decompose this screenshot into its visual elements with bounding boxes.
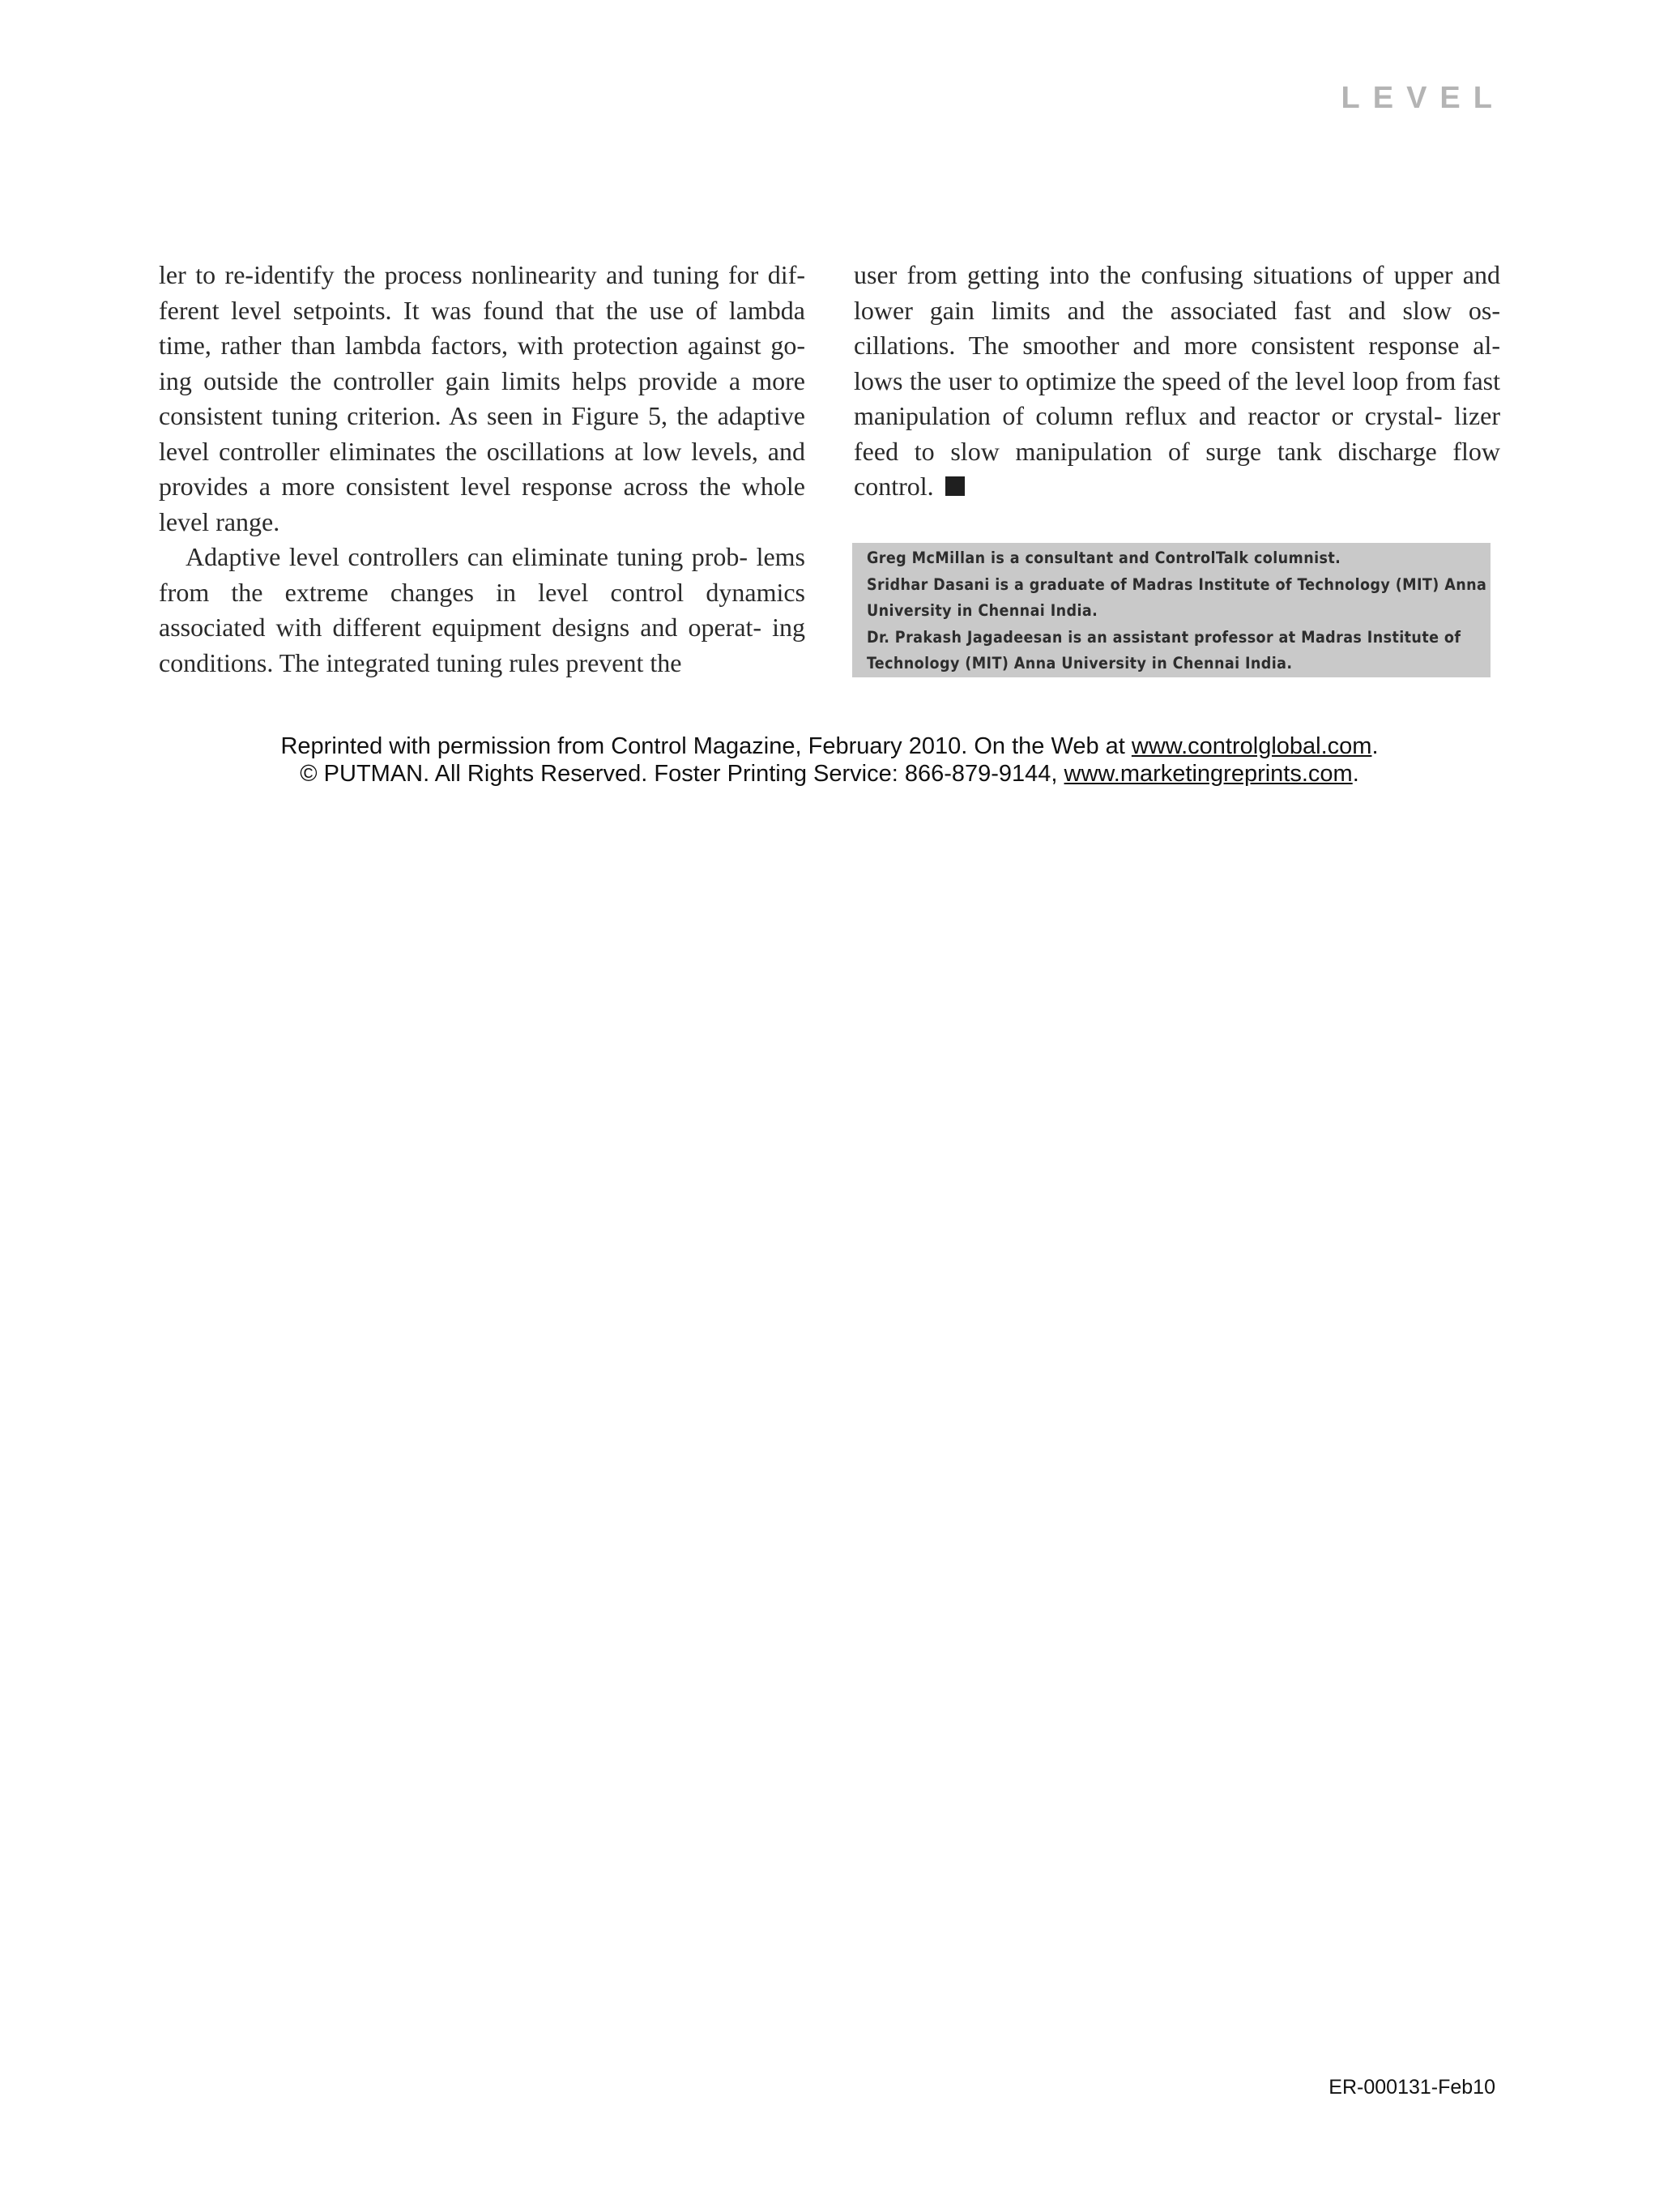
reprint-punctuation: .: [1371, 733, 1379, 759]
article-column-left: [159, 258, 805, 681]
document-id: ER-000131-Feb10: [1328, 2076, 1495, 2099]
article-paragraph: Adaptive level controllers can eliminate tuning prob- lems from the extreme changes in level control dynamics associated with different equipment designs and operat- ing conditions. The integrated tuning rules prevent the: [159, 542, 805, 677]
author-bio-box: [852, 543, 1491, 677]
article-paragraph-text: user from getting into the confusing situations of upper and lower gain limits and the associated fast and slow os- cillations. The smoother and more consistent response al- lows the user to optimize the speed of the level loop from fast manipulation of column reflux and reactor or crystal- lizer feed to slow manipulation of surge tank discharge flow control.: [854, 260, 1500, 501]
reprint-text: © PUTMAN. All Rights Reserved. Foster Printing Service: 866-879-9144,: [300, 761, 1064, 787]
reprint-line-2: [0, 760, 1659, 788]
author-bio-line: Technology (MIT) Anna University in Chennai India.: [867, 654, 1293, 673]
marketingreprints-link[interactable]: www.marketingreprints.com: [1064, 761, 1353, 787]
author-bio-line: Greg McMillan is a consultant and ControlTalk columnist.: [867, 549, 1341, 567]
article-paragraph: [854, 258, 1500, 505]
author-bio-line: Sridhar Dasani is a graduate of Madras Institute of Technology (MIT) Anna: [867, 574, 1487, 594]
end-of-article-square-icon: [945, 476, 965, 496]
author-bio-line: Dr. Prakash Jagadeesan is an assistant professor at Madras Institute of: [867, 627, 1461, 647]
article-column-right: [854, 258, 1500, 505]
reprint-line-1: [0, 732, 1659, 760]
reprint-text: Reprinted with permission from Control Magazine, February 2010. On the Web at: [280, 733, 1132, 759]
article-paragraph: ler to re-identify the process nonlinearity and tuning for dif- ferent level setpoints. It was found that the use of lambda time, rather than lambda factors, with protection against go- ing outside the controller gain limits helps provide a more consistent tuning criterion. As seen in Figure 5, the adaptive level controller eliminates the oscillations at low levels, and provides a more consistent level response across the whole level range.: [159, 260, 805, 536]
reprint-notice: [0, 732, 1659, 788]
author-bio-line: University in Chennai India.: [867, 601, 1098, 620]
reprint-punctuation: .: [1352, 761, 1359, 787]
controlglobal-link[interactable]: www.controlglobal.com: [1131, 733, 1372, 759]
section-label: LEVEL: [1341, 81, 1505, 115]
